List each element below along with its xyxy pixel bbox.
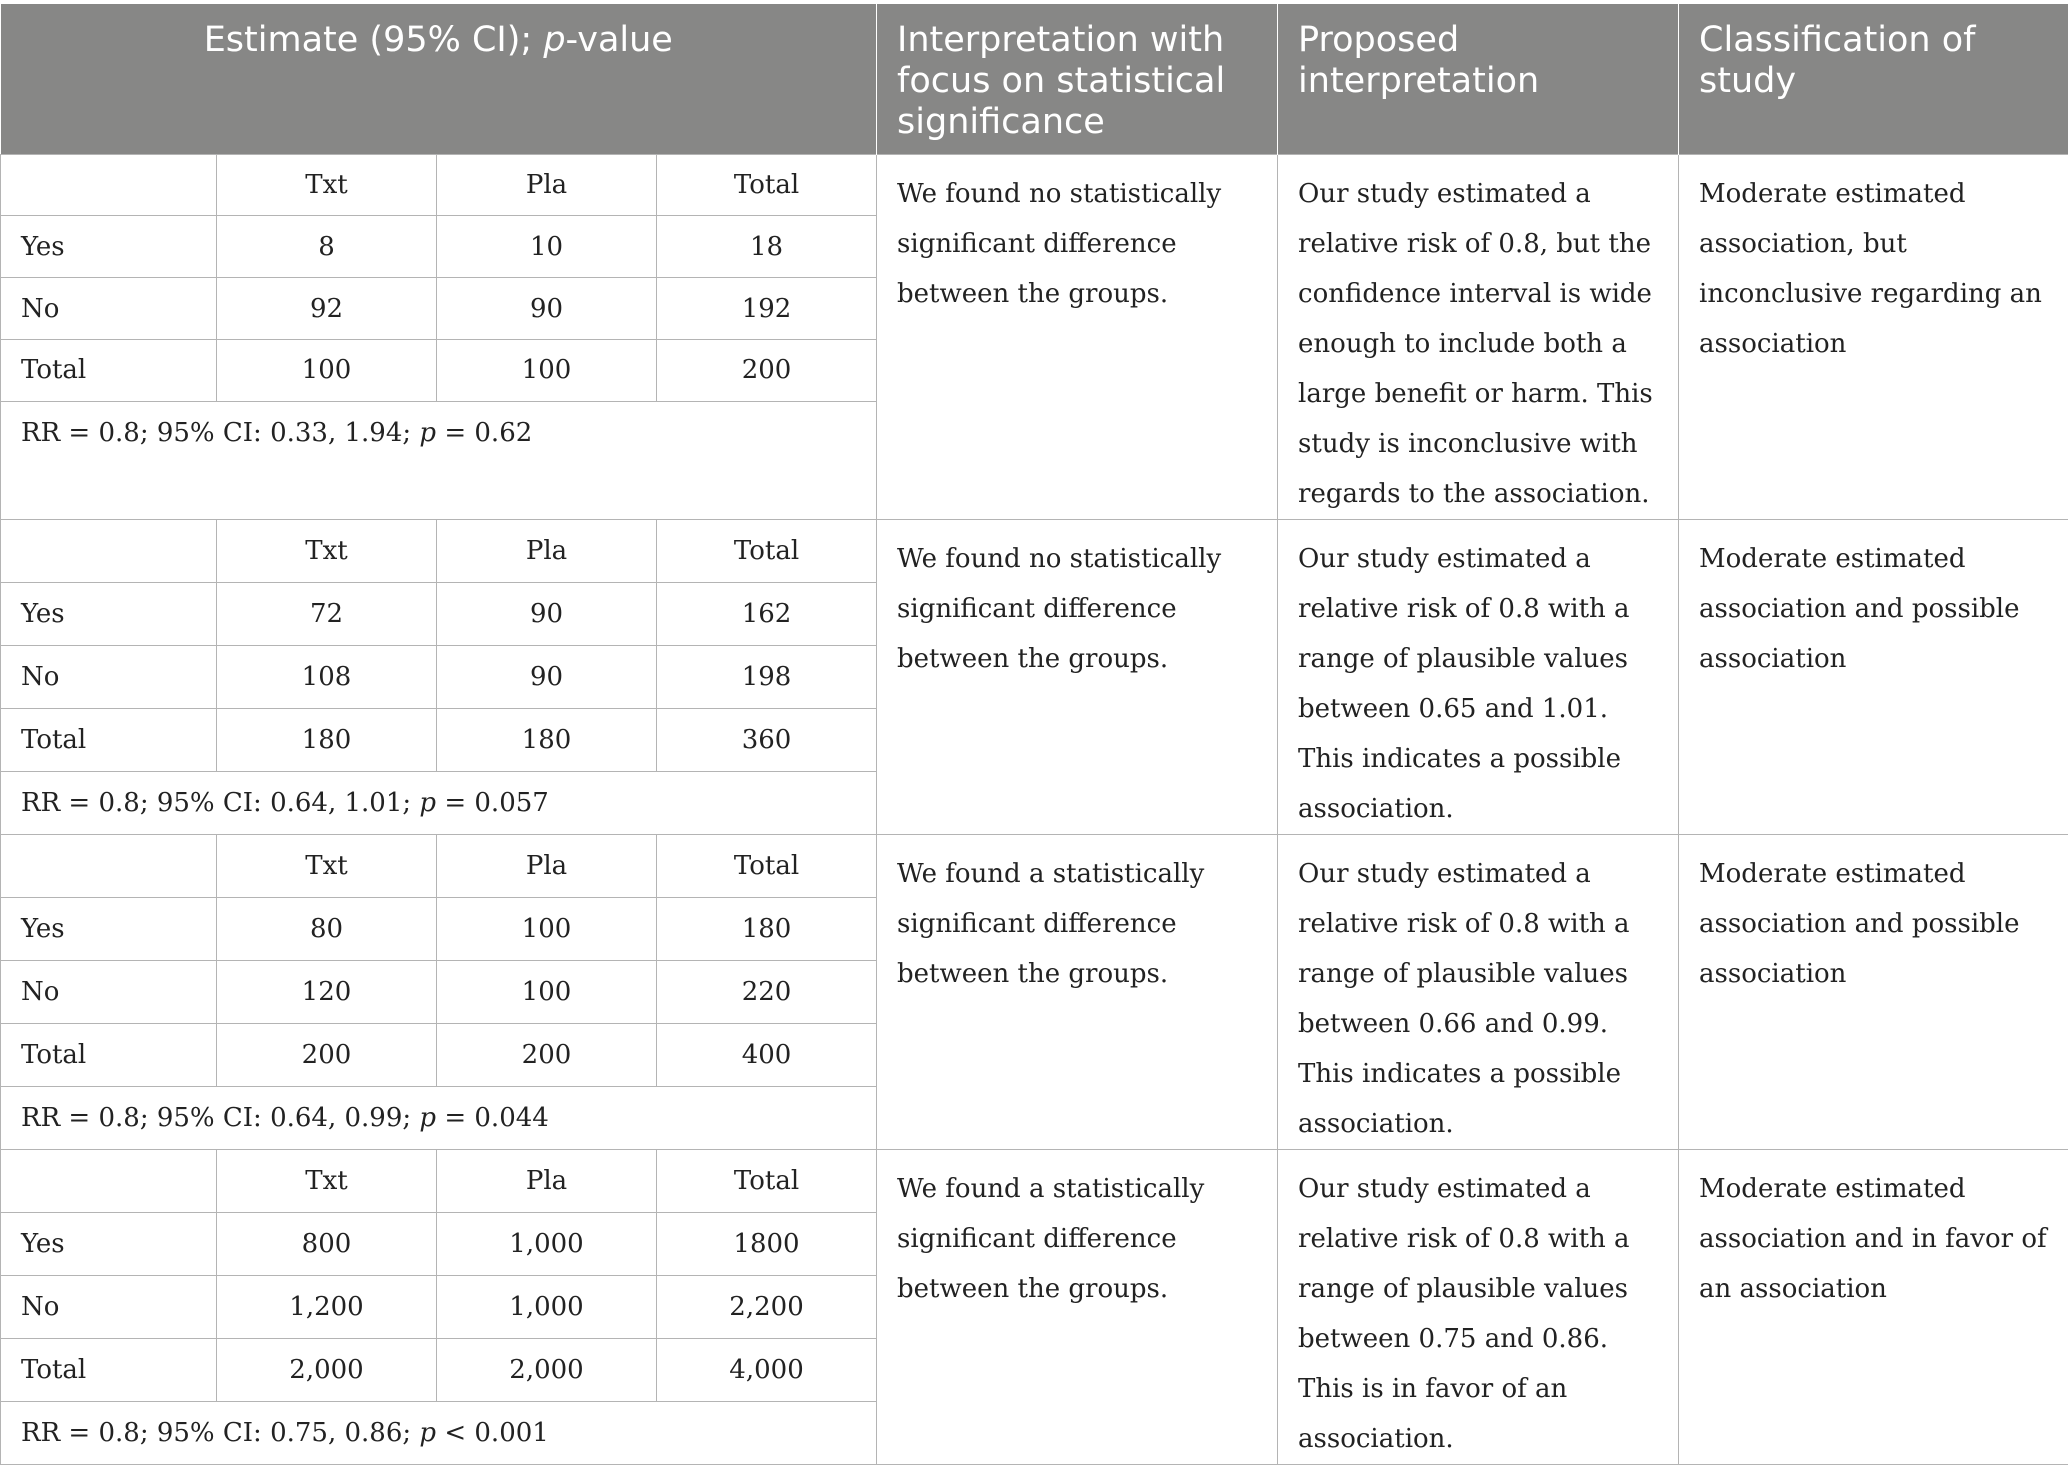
estimate-column-header (1, 4, 877, 154)
interpretation-column-header: Interpretation with focus on statistical significance (877, 4, 1278, 154)
col-total: Total (657, 519, 877, 582)
group-1-col-header-row (1, 154, 2068, 216)
cell-value: 180 (217, 708, 437, 771)
cell-value: 1,000 (437, 1275, 657, 1338)
cell-value: 198 (657, 645, 877, 708)
empty-cell (1, 519, 217, 582)
cell-value: 90 (437, 645, 657, 708)
col-pla: Pla (437, 1149, 657, 1212)
row-label: No (1, 278, 217, 340)
rr-p-value: = 0.044 (436, 1103, 549, 1133)
classification-column-header: Classification of study (1679, 4, 2068, 154)
group-2-proposed: Our study estimated a relative risk of 0.8 with a range of plausible values between 0.65 and 1.01. This indicates a possible association. (1278, 519, 1679, 834)
cell-value: 4,000 (657, 1338, 877, 1401)
rr-p: p (419, 1418, 436, 1448)
proposed-column-header: Proposed interpretation (1278, 4, 1679, 154)
cell-value: 162 (657, 582, 877, 645)
empty-cell (1, 154, 217, 216)
cell-value: 90 (437, 582, 657, 645)
cell-value: 72 (217, 582, 437, 645)
rr-p: p (419, 418, 436, 448)
cell-value: 1800 (657, 1212, 877, 1275)
rr-p-value: = 0.62 (436, 418, 532, 448)
cell-value: 100 (217, 340, 437, 402)
group-2-classification: Moderate estimated association and possible association (1679, 519, 2068, 834)
rr-text: RR = 0.8; 95% CI: 0.75, 0.86; (21, 1418, 419, 1448)
col-total: Total (657, 834, 877, 897)
group-4-classification: Moderate estimated association and in favor of an association (1679, 1149, 2068, 1464)
cell-value: 200 (657, 340, 877, 402)
group-2-interpretation: We found no statistically significant difference between the groups. (877, 519, 1278, 834)
row-label: Total (1, 1338, 217, 1401)
cell-value: 92 (217, 278, 437, 340)
group-1-interpretation: We found no statistically significant difference between the groups. (877, 154, 1278, 519)
col-txt: Txt (217, 519, 437, 582)
col-pla: Pla (437, 154, 657, 216)
cell-value: 220 (657, 960, 877, 1023)
estimate-header-p: p (543, 20, 565, 60)
cell-value: 400 (657, 1023, 877, 1086)
group-3-col-header-row (1, 834, 2068, 897)
cell-value: 8 (217, 216, 437, 278)
row-label: Yes (1, 897, 217, 960)
group-2-rr-estimate (1, 771, 877, 834)
cell-value: 180 (437, 708, 657, 771)
empty-cell (1, 1149, 217, 1212)
cell-value: 2,000 (217, 1338, 437, 1401)
group-3-rr-estimate (1, 1086, 877, 1149)
group-3-interpretation: We found a statistically significant difference between the groups. (877, 834, 1278, 1149)
estimate-header-suffix: -value (566, 20, 673, 60)
cell-value: 100 (437, 340, 657, 402)
row-label: Yes (1, 582, 217, 645)
cell-value: 1,000 (437, 1212, 657, 1275)
col-total: Total (657, 1149, 877, 1212)
cell-value: 200 (437, 1023, 657, 1086)
col-txt: Txt (217, 834, 437, 897)
group-4-col-header-row (1, 1149, 2068, 1212)
rr-p-value: < 0.001 (436, 1418, 549, 1448)
cell-value: 18 (657, 216, 877, 278)
row-label: Total (1, 340, 217, 402)
row-label: Yes (1, 1212, 217, 1275)
group-1-classification: Moderate estimated association, but inconclusive regarding an association (1679, 154, 2068, 519)
empty-cell (1, 834, 217, 897)
cell-value: 180 (657, 897, 877, 960)
cell-value: 90 (437, 278, 657, 340)
header-row (1, 4, 2068, 154)
group-1-proposed: Our study estimated a relative risk of 0.8, but the confidence interval is wide enough to include both a large benefit or harm. This study is inconclusive with regards to the association. (1278, 154, 1679, 519)
col-pla: Pla (437, 519, 657, 582)
group-3-classification: Moderate estimated association and possible association (1679, 834, 2068, 1149)
cell-value: 100 (437, 897, 657, 960)
cell-value: 108 (217, 645, 437, 708)
rr-p-value: = 0.057 (436, 788, 549, 818)
row-label: No (1, 645, 217, 708)
col-total: Total (657, 154, 877, 216)
row-label: No (1, 960, 217, 1023)
cell-value: 80 (217, 897, 437, 960)
cell-value: 192 (657, 278, 877, 340)
group-4-rr-estimate (1, 1401, 877, 1464)
rr-text: RR = 0.8; 95% CI: 0.64, 1.01; (21, 788, 419, 818)
rr-text: RR = 0.8; 95% CI: 0.64, 0.99; (21, 1103, 419, 1133)
interpretation-table (0, 4, 2068, 1465)
group-4-interpretation: We found a statistically significant difference between the groups. (877, 1149, 1278, 1464)
cell-value: 100 (437, 960, 657, 1023)
cell-value: 2,200 (657, 1275, 877, 1338)
cell-value: 120 (217, 960, 437, 1023)
cell-value: 200 (217, 1023, 437, 1086)
rr-p: p (419, 1103, 436, 1133)
cell-value: 360 (657, 708, 877, 771)
group-2-col-header-row (1, 519, 2068, 582)
row-label: Yes (1, 216, 217, 278)
estimate-header-text: Estimate (95% CI); (204, 20, 544, 60)
row-label: No (1, 1275, 217, 1338)
cell-value: 1,200 (217, 1275, 437, 1338)
group-1-rr-estimate (1, 401, 877, 519)
group-4-proposed: Our study estimated a relative risk of 0.8 with a range of plausible values between 0.75 and 0.86. This is in favor of an association. (1278, 1149, 1679, 1464)
cell-value: 800 (217, 1212, 437, 1275)
col-pla: Pla (437, 834, 657, 897)
rr-text: RR = 0.8; 95% CI: 0.33, 1.94; (21, 418, 419, 448)
cell-value: 2,000 (437, 1338, 657, 1401)
col-txt: Txt (217, 154, 437, 216)
row-label: Total (1, 708, 217, 771)
group-3-proposed: Our study estimated a relative risk of 0.8 with a range of plausible values between 0.66 and 0.99. This indicates a possible association. (1278, 834, 1679, 1149)
rr-p: p (419, 788, 436, 818)
cell-value: 10 (437, 216, 657, 278)
col-txt: Txt (217, 1149, 437, 1212)
row-label: Total (1, 1023, 217, 1086)
